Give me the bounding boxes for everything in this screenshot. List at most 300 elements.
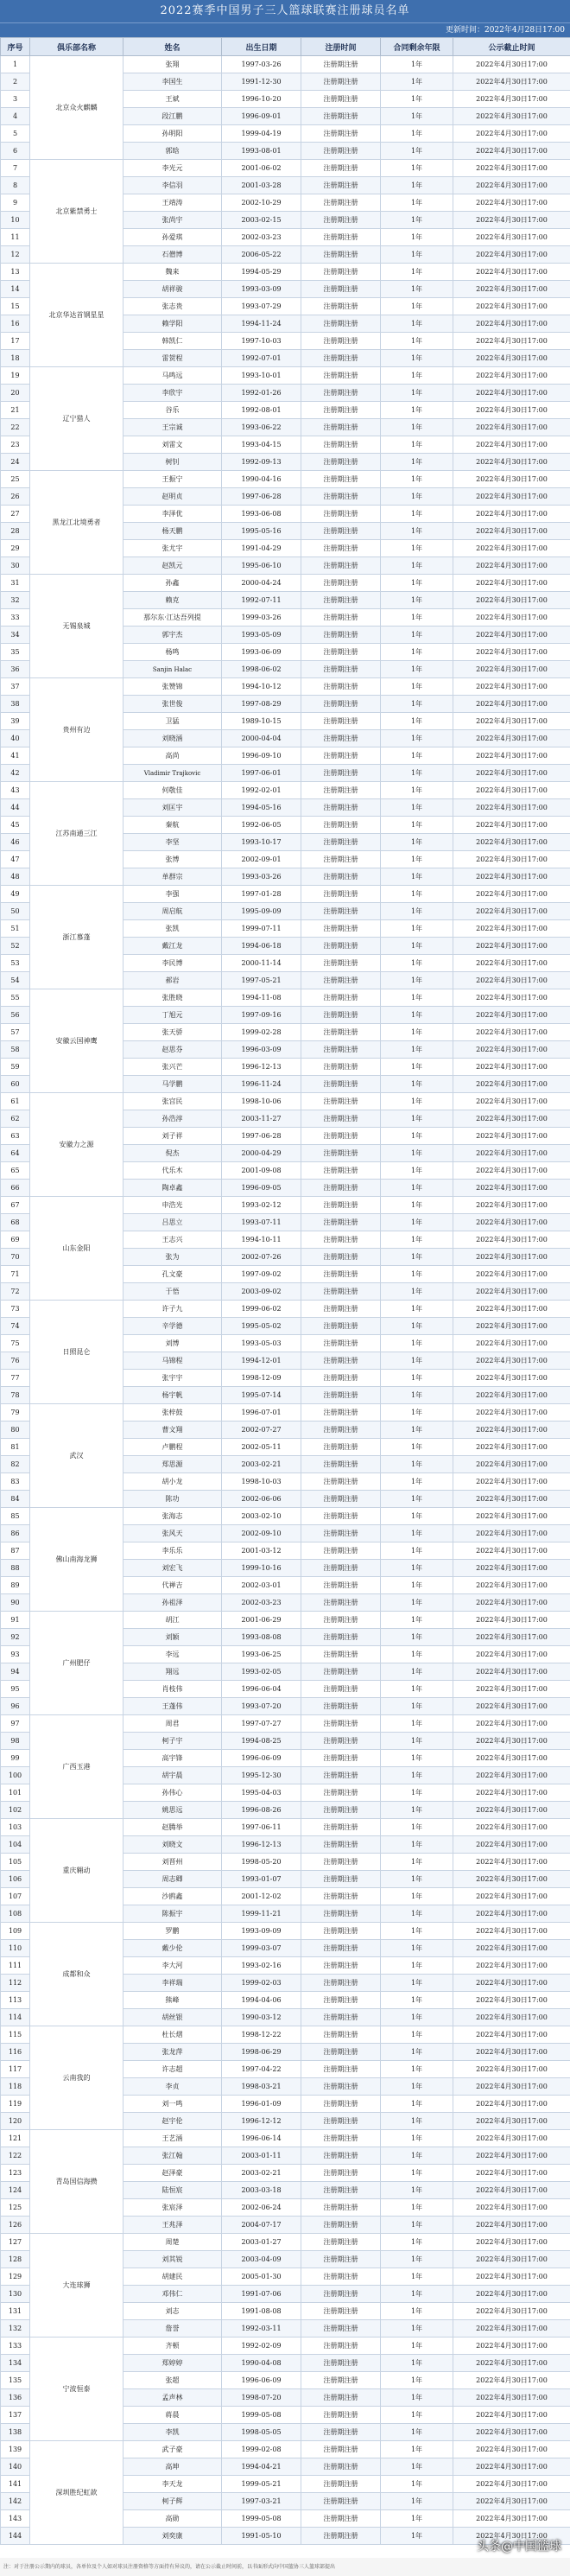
row-index: 142 (1, 2493, 30, 2510)
row-index: 101 (1, 1784, 30, 1802)
publicity-deadline: 2022年4月30日17:00 (453, 1249, 570, 1266)
birth-date: 1999-11-21 (222, 1905, 301, 1923)
publicity-deadline: 2022年4月30日17:00 (453, 160, 570, 177)
club-name: 云南我的 (30, 2026, 124, 2130)
row-index: 35 (1, 644, 30, 661)
player-name: 魏来 (124, 264, 222, 281)
row-index: 30 (1, 557, 30, 575)
birth-date: 1999-03-26 (222, 609, 301, 627)
publicity-deadline: 2022年4月30日17:00 (453, 402, 570, 419)
publicity-deadline: 2022年4月30日17:00 (453, 2251, 570, 2268)
contract-years: 1年 (381, 419, 453, 436)
contract-years: 1年 (381, 1888, 453, 1905)
contract-years: 1年 (381, 2355, 453, 2372)
birth-date: 1994-04-06 (222, 1992, 301, 2009)
player-name: 石僧博 (124, 246, 222, 264)
reg-type: 注册期注册 (301, 713, 381, 730)
player-name: 杨宇帆 (124, 1387, 222, 1404)
contract-years: 1年 (381, 1975, 453, 1992)
row-index: 55 (1, 989, 30, 1007)
player-name: 陈振宇 (124, 1905, 222, 1923)
player-name: 张翔 (124, 56, 222, 73)
birth-date: 1998-05-20 (222, 1854, 301, 1871)
publicity-deadline: 2022年4月30日17:00 (453, 972, 570, 989)
contract-years: 1年 (381, 1525, 453, 1542)
publicity-deadline: 2022年4月30日17:00 (453, 1318, 570, 1335)
row-index: 89 (1, 1577, 30, 1594)
birth-date: 1996-03-09 (222, 1041, 301, 1059)
player-name: 孔文豪 (124, 1266, 222, 1283)
publicity-deadline: 2022年4月30日17:00 (453, 108, 570, 125)
row-index: 104 (1, 1836, 30, 1854)
birth-date: 2003-02-21 (222, 2165, 301, 2182)
row-index: 33 (1, 609, 30, 627)
contract-years: 1年 (381, 1663, 453, 1681)
club-name: 黑龙江北境勇者 (30, 471, 124, 575)
contract-years: 1年 (381, 488, 453, 506)
club-name: 北京紫禁勇士 (30, 160, 124, 264)
contract-years: 1年 (381, 1024, 453, 1041)
row-index: 54 (1, 972, 30, 989)
row-index: 108 (1, 1905, 30, 1923)
contract-years: 1年 (381, 367, 453, 385)
player-name: 周启航 (124, 903, 222, 920)
row-index: 72 (1, 1283, 30, 1301)
reg-type: 注册期注册 (301, 229, 381, 246)
row-index: 44 (1, 799, 30, 817)
reg-type: 注册期注册 (301, 1975, 381, 1992)
publicity-deadline: 2022年4月30日17:00 (453, 2389, 570, 2407)
player-name: 詹誉 (124, 2320, 222, 2337)
row-index: 31 (1, 575, 30, 592)
birth-date: 1997-06-11 (222, 1819, 301, 1836)
player-name: 申浩光 (124, 1197, 222, 1214)
contract-years: 1年 (381, 1180, 453, 1197)
reg-type: 注册期注册 (301, 938, 381, 955)
reg-type: 注册期注册 (301, 2424, 381, 2441)
contract-years: 1年 (381, 1249, 453, 1266)
player-name: 张宇宇 (124, 1370, 222, 1387)
reg-type: 注册期注册 (301, 661, 381, 678)
player-name: 郭晗 (124, 143, 222, 160)
player-name: 张胜晓 (124, 989, 222, 1007)
contract-years: 1年 (381, 1957, 453, 1975)
publicity-deadline: 2022年4月30日17:00 (453, 229, 570, 246)
player-name: 王志兴 (124, 1231, 222, 1249)
publicity-deadline: 2022年4月30日17:00 (453, 1560, 570, 1577)
row-index: 12 (1, 246, 30, 264)
player-name: 胡祥骏 (124, 281, 222, 298)
reg-type: 注册期注册 (301, 402, 381, 419)
birth-date: 1993-03-26 (222, 868, 301, 886)
publicity-deadline: 2022年4月30日17:00 (453, 523, 570, 540)
club-name: 青岛国信海攒 (30, 2130, 124, 2234)
birth-date: 1997-06-28 (222, 1128, 301, 1145)
publicity-deadline: 2022年4月30日17:00 (453, 989, 570, 1007)
publicity-deadline: 2022年4月30日17:00 (453, 1110, 570, 1128)
publicity-deadline: 2022年4月30日17:00 (453, 1594, 570, 1612)
row-index: 71 (1, 1266, 30, 1283)
publicity-deadline: 2022年4月30日17:00 (453, 1007, 570, 1024)
row-index: 118 (1, 2078, 30, 2096)
birth-date: 2001-03-12 (222, 1542, 301, 1560)
player-name: 李大河 (124, 1957, 222, 1975)
reg-type: 注册期注册 (301, 1404, 381, 1422)
player-name: 赵凯元 (124, 557, 222, 575)
publicity-deadline: 2022年4月30日17:00 (453, 1923, 570, 1940)
reg-type: 注册期注册 (301, 194, 381, 212)
publicity-deadline: 2022年4月30日17:00 (453, 2165, 570, 2182)
player-name: 张尤宇 (124, 540, 222, 557)
publicity-deadline: 2022年4月30日17:00 (453, 2199, 570, 2217)
birth-date: 1996-09-05 (222, 1180, 301, 1197)
player-name: 孟声林 (124, 2389, 222, 2407)
contract-years: 1年 (381, 2044, 453, 2061)
birth-date: 1993-10-01 (222, 367, 301, 385)
publicity-deadline: 2022年4月30日17:00 (453, 454, 570, 471)
player-name: 李祥瑞 (124, 1975, 222, 1992)
birth-date: 1998-07-20 (222, 2389, 301, 2407)
reg-type: 注册期注册 (301, 454, 381, 471)
publicity-deadline: 2022年4月30日17:00 (453, 2078, 570, 2096)
birth-date: 2002-09-10 (222, 1525, 301, 1542)
reg-type: 注册期注册 (301, 298, 381, 315)
player-name: 张志贵 (124, 298, 222, 315)
row-index: 14 (1, 281, 30, 298)
contract-years: 1年 (381, 1231, 453, 1249)
reg-type: 注册期注册 (301, 1542, 381, 1560)
row-index: 11 (1, 229, 30, 246)
player-name: 李凯 (124, 2424, 222, 2441)
row-index: 116 (1, 2044, 30, 2061)
birth-date: 1999-07-11 (222, 920, 301, 938)
reg-type: 注册期注册 (301, 1733, 381, 1750)
reg-type: 注册期注册 (301, 2113, 381, 2130)
row-index: 115 (1, 2026, 30, 2044)
birth-date: 1993-06-22 (222, 419, 301, 436)
contract-years: 1年 (381, 2234, 453, 2251)
reg-type: 注册期注册 (301, 1612, 381, 1629)
reg-type: 注册期注册 (301, 1110, 381, 1128)
reg-type: 注册期注册 (301, 1940, 381, 1957)
player-name: 赵明贞 (124, 488, 222, 506)
reg-type: 注册期注册 (301, 1439, 381, 1456)
publicity-deadline: 2022年4月30日17:00 (453, 125, 570, 143)
birth-date: 1993-07-11 (222, 1214, 301, 1231)
birth-date: 1993-08-08 (222, 1629, 301, 1646)
player-name: 戴少伦 (124, 1940, 222, 1957)
row-index: 53 (1, 955, 30, 972)
row-index: 79 (1, 1404, 30, 1422)
reg-type: 注册期注册 (301, 1041, 381, 1059)
player-name: 李乐乐 (124, 1542, 222, 1560)
player-name: 张尚宇 (124, 212, 222, 229)
contract-years: 1年 (381, 2372, 453, 2389)
player-name: 雷贺程 (124, 350, 222, 367)
contract-years: 1年 (381, 350, 453, 367)
birth-date: 1996-08-26 (222, 1802, 301, 1819)
contract-years: 1年 (381, 281, 453, 298)
table-row (1, 2234, 570, 2251)
contract-years: 1年 (381, 782, 453, 799)
reg-type: 注册期注册 (301, 1525, 381, 1542)
publicity-deadline: 2022年4月30日17:00 (453, 1180, 570, 1197)
birth-date: 2006-05-22 (222, 246, 301, 264)
publicity-deadline: 2022年4月30日17:00 (453, 799, 570, 817)
contract-years: 1年 (381, 1128, 453, 1145)
publicity-deadline: 2022年4月30日17:00 (453, 747, 570, 765)
row-index: 78 (1, 1387, 30, 1404)
row-index: 133 (1, 2337, 30, 2355)
contract-years: 1年 (381, 851, 453, 868)
contract-years: 1年 (381, 627, 453, 644)
player-name: 张世俊 (124, 696, 222, 713)
publicity-deadline: 2022年4月30日17:00 (453, 1076, 570, 1093)
player-name: 李远 (124, 1646, 222, 1663)
birth-date: 2002-06-24 (222, 2199, 301, 2217)
reg-type: 注册期注册 (301, 1214, 381, 1231)
player-name: 齐顿 (124, 2337, 222, 2355)
player-name: 于悟 (124, 1283, 222, 1301)
publicity-deadline: 2022年4月30日17:00 (453, 2286, 570, 2303)
birth-date: 1996-07-01 (222, 1404, 301, 1422)
row-index: 135 (1, 2372, 30, 2389)
reg-type: 注册期注册 (301, 920, 381, 938)
row-index: 50 (1, 903, 30, 920)
reg-type: 注册期注册 (301, 868, 381, 886)
row-index: 140 (1, 2458, 30, 2476)
row-index: 57 (1, 1024, 30, 1041)
publicity-deadline: 2022年4月30日17:00 (453, 1767, 570, 1784)
contract-years: 1年 (381, 2303, 453, 2320)
publicity-deadline: 2022年4月30日17:00 (453, 2234, 570, 2251)
player-name: 陶卓鑫 (124, 1180, 222, 1197)
player-name: 赵腾举 (124, 1819, 222, 1836)
publicity-deadline: 2022年4月30日17:00 (453, 2217, 570, 2234)
publicity-deadline: 2022年4月30日17:00 (453, 1888, 570, 1905)
contract-years: 1年 (381, 2009, 453, 2026)
reg-type: 注册期注册 (301, 1508, 381, 1525)
row-index: 137 (1, 2407, 30, 2424)
contract-years: 1年 (381, 523, 453, 540)
reg-type: 注册期注册 (301, 2009, 381, 2026)
reg-type: 注册期注册 (301, 1180, 381, 1197)
reg-type: 注册期注册 (301, 2078, 381, 2096)
reg-type: 注册期注册 (301, 488, 381, 506)
contract-years: 1年 (381, 540, 453, 557)
player-name: 杨鸣 (124, 644, 222, 661)
birth-date: 1993-07-29 (222, 298, 301, 315)
contract-years: 1年 (381, 1508, 453, 1525)
publicity-deadline: 2022年4月30日17:00 (453, 1473, 570, 1491)
row-index: 102 (1, 1802, 30, 1819)
birth-date: 1996-09-10 (222, 747, 301, 765)
publicity-deadline: 2022年4月30日17:00 (453, 385, 570, 402)
publicity-deadline: 2022年4月30日17:00 (453, 955, 570, 972)
player-name: 赵思芬 (124, 1041, 222, 1059)
publicity-deadline: 2022年4月30日17:00 (453, 1836, 570, 1854)
player-name: 刘子祥 (124, 1128, 222, 1145)
reg-type: 注册期注册 (301, 1784, 381, 1802)
publicity-deadline: 2022年4月30日17:00 (453, 1663, 570, 1681)
club-name: 辽宁猎人 (30, 367, 124, 471)
row-index: 97 (1, 1715, 30, 1733)
contract-years: 1年 (381, 1646, 453, 1663)
birth-date: 1996-12-13 (222, 1059, 301, 1076)
publicity-deadline: 2022年4月30日17:00 (453, 2424, 570, 2441)
publicity-deadline: 2022年4月30日17:00 (453, 2130, 570, 2147)
table-row (1, 678, 570, 696)
reg-type: 注册期注册 (301, 2441, 381, 2458)
player-name: 辛学德 (124, 1318, 222, 1335)
reg-type: 注册期注册 (301, 1162, 381, 1180)
reg-type: 注册期注册 (301, 955, 381, 972)
player-name: 韩凯仁 (124, 333, 222, 350)
row-index: 126 (1, 2217, 30, 2234)
birth-date: 1993-03-09 (222, 281, 301, 298)
reg-type: 注册期注册 (301, 1819, 381, 1836)
birth-date: 1991-05-10 (222, 2528, 301, 2545)
reg-type: 注册期注册 (301, 315, 381, 333)
player-name: 胡丝银 (124, 2009, 222, 2026)
table-row (1, 1301, 570, 1318)
player-name: 熊峰 (124, 1992, 222, 2009)
contract-years: 1年 (381, 2130, 453, 2147)
birth-date: 1999-05-08 (222, 2510, 301, 2528)
birth-date: 1997-03-21 (222, 2493, 301, 2510)
reg-type: 注册期注册 (301, 2026, 381, 2044)
publicity-deadline: 2022年4月30日17:00 (453, 2113, 570, 2130)
birth-date: 1993-05-03 (222, 1335, 301, 1352)
player-name: 肖枝伟 (124, 1681, 222, 1698)
birth-date: 1998-03-21 (222, 2078, 301, 2096)
birth-date: 1992-07-01 (222, 350, 301, 367)
contract-years: 1年 (381, 1473, 453, 1491)
player-name: 马锦程 (124, 1352, 222, 1370)
birth-date: 1989-10-15 (222, 713, 301, 730)
reg-type: 注册期注册 (301, 696, 381, 713)
reg-type: 注册期注册 (301, 1076, 381, 1093)
row-index: 131 (1, 2303, 30, 2320)
birth-date: 1993-01-07 (222, 1871, 301, 1888)
row-index: 20 (1, 385, 30, 402)
publicity-deadline: 2022年4月30日17:00 (453, 1370, 570, 1387)
contract-years: 1年 (381, 1266, 453, 1283)
reg-type: 注册期注册 (301, 2355, 381, 2372)
birth-date: 1991-12-30 (222, 73, 301, 91)
player-name: 王兆泽 (124, 2217, 222, 2234)
publicity-deadline: 2022年4月30日17:00 (453, 1542, 570, 1560)
birth-date: 2003-02-21 (222, 1456, 301, 1473)
player-name: 李贞 (124, 2078, 222, 2096)
reg-type: 注册期注册 (301, 1715, 381, 1733)
player-name: 孙明阳 (124, 125, 222, 143)
watermark: 头条@中国篮球 (477, 2540, 561, 2554)
player-name: 柯子宇 (124, 1733, 222, 1750)
reg-type: 注册期注册 (301, 350, 381, 367)
row-index: 76 (1, 1352, 30, 1370)
player-name: 郑婷婷 (124, 2355, 222, 2372)
reg-type: 注册期注册 (301, 1422, 381, 1439)
publicity-deadline: 2022年4月30日17:00 (453, 143, 570, 160)
row-index: 47 (1, 851, 30, 868)
contract-years: 1年 (381, 678, 453, 696)
publicity-deadline: 2022年4月30日17:00 (453, 851, 570, 868)
contract-years: 1年 (381, 1905, 453, 1923)
player-name: 张风天 (124, 1525, 222, 1542)
player-name: 姚思远 (124, 1802, 222, 1819)
contract-years: 1年 (381, 2493, 453, 2510)
birth-date: 2002-07-27 (222, 1422, 301, 1439)
player-name: Vladimir Trajkovic (124, 765, 222, 782)
contract-years: 1年 (381, 1560, 453, 1577)
table-row (1, 782, 570, 799)
publicity-deadline: 2022年4月30日17:00 (453, 1266, 570, 1283)
contract-years: 1年 (381, 2251, 453, 2268)
reg-type: 注册期注册 (301, 143, 381, 160)
publicity-deadline: 2022年4月30日17:00 (453, 2528, 570, 2545)
row-index: 4 (1, 108, 30, 125)
contract-years: 1年 (381, 1715, 453, 1733)
reg-type: 注册期注册 (301, 1646, 381, 1663)
row-index: 87 (1, 1542, 30, 1560)
row-index: 3 (1, 91, 30, 108)
reg-type: 注册期注册 (301, 2476, 381, 2493)
player-name: 许志超 (124, 2061, 222, 2078)
row-index: 98 (1, 1733, 30, 1750)
row-index: 94 (1, 1663, 30, 1681)
birth-date: 1997-06-28 (222, 488, 301, 506)
reg-type: 注册期注册 (301, 2320, 381, 2337)
player-name: 代乐木 (124, 1162, 222, 1180)
birth-date: 1993-09-09 (222, 1923, 301, 1940)
publicity-deadline: 2022年4月30日17:00 (453, 1508, 570, 1525)
birth-date: 2002-03-23 (222, 1594, 301, 1612)
publicity-deadline: 2022年4月30日17:00 (453, 782, 570, 799)
birth-date: 1997-07-27 (222, 1715, 301, 1733)
row-index: 81 (1, 1439, 30, 1456)
player-name: 孙鑫 (124, 575, 222, 592)
reg-type: 注册期注册 (301, 1283, 381, 1301)
player-name: 王宗诚 (124, 419, 222, 436)
contract-years: 1年 (381, 160, 453, 177)
club-name: 安徽云国神鹰 (30, 989, 124, 1093)
player-name: 段江鹏 (124, 108, 222, 125)
reg-type: 注册期注册 (301, 1560, 381, 1577)
birth-date: 2002-03-01 (222, 1577, 301, 1594)
reg-type: 注册期注册 (301, 367, 381, 385)
reg-type: 注册期注册 (301, 160, 381, 177)
birth-date: 1993-10-17 (222, 834, 301, 851)
reg-type: 注册期注册 (301, 851, 381, 868)
contract-years: 1年 (381, 56, 453, 73)
row-index: 110 (1, 1940, 30, 1957)
contract-years: 1年 (381, 194, 453, 212)
contract-years: 1年 (381, 1162, 453, 1180)
reg-type: 注册期注册 (301, 1059, 381, 1076)
contract-years: 1年 (381, 2113, 453, 2130)
table-row (1, 264, 570, 281)
reg-type: 注册期注册 (301, 1802, 381, 1819)
contract-years: 1年 (381, 868, 453, 886)
contract-years: 1年 (381, 229, 453, 246)
publicity-deadline: 2022年4月30日17:00 (453, 1698, 570, 1715)
birth-date: 1996-10-20 (222, 91, 301, 108)
row-index: 129 (1, 2268, 30, 2286)
row-index: 7 (1, 160, 30, 177)
row-index: 75 (1, 1335, 30, 1352)
publicity-deadline: 2022年4月30日17:00 (453, 575, 570, 592)
